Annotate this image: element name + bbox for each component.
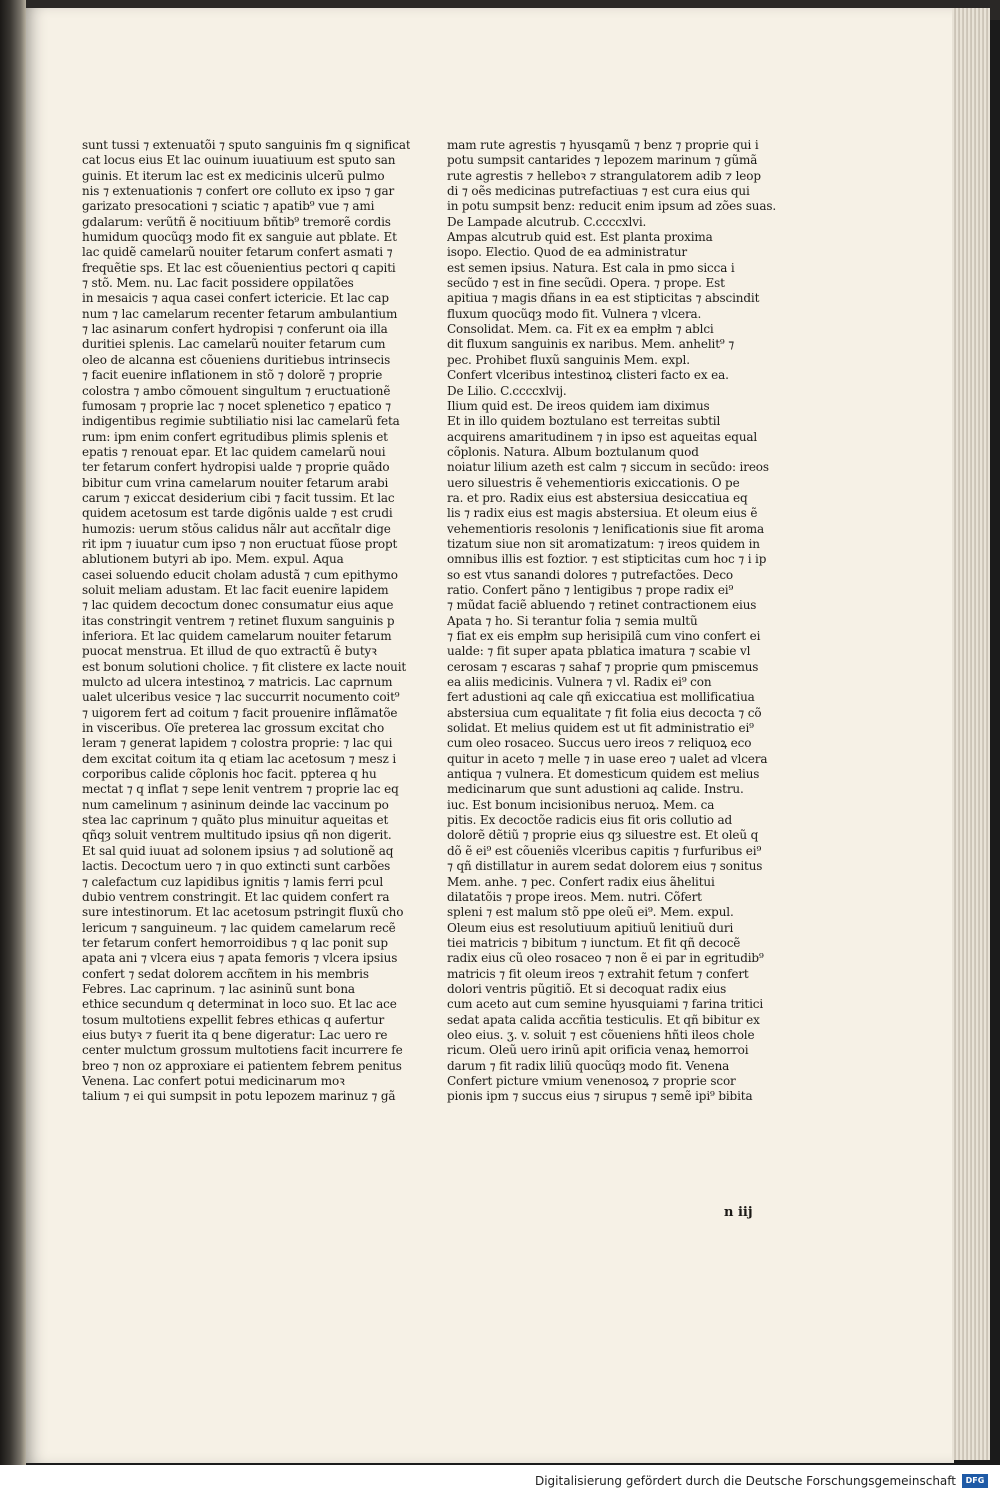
text-line: num camelinum ⁊ asininum deinde lac vaccinum po: [82, 797, 389, 812]
text-line: ualde: ⁊ fit super apata pblatica imatura ⁊ scabie vl: [447, 644, 751, 659]
text-line: tizatum siue non sit aromatizatum: ⁊ ireos quidem in: [447, 536, 760, 551]
text-line: puocat menstrua. Et illud de quo extractũ ẽ butyꝛ: [82, 644, 377, 659]
text-line: ⁊ calefactum cuz lapidibus ignitis ⁊ lamis ferri pcul: [82, 874, 384, 889]
text-line: vehementioris resolonis ⁊ lenificationis siue fit aroma: [447, 521, 764, 536]
text-line: dilatatõis ⁊ prope ireos. Mem. nutri. Cõfert: [447, 889, 702, 904]
text-line: Confert picture vmium venenosoꝝ ⁊ proprie scor: [447, 1073, 736, 1088]
text-line: inferiora. Et lac quidem camelarum nouiter fetarum: [82, 629, 392, 643]
text-line: dolorẽ dẽtiũ ⁊ proprie eius qȝ siluestre est. Et oleũ q: [447, 828, 759, 843]
text-line: Ilium quid est. De ireos quidem iam diximus: [447, 398, 710, 413]
text-line: lac quidẽ camelarũ nouiter fetarum confert asmati ⁊: [82, 245, 393, 260]
text-line: uero siluestris ẽ vehementioris exiccationis. O pe: [447, 475, 740, 490]
text-line: iuc. Est bonum incisionibus neruoꝝ. Mem. ca: [447, 797, 715, 812]
text-line: Venena. Lac confert potui medicinarum moꝛ: [82, 1073, 345, 1088]
text-line: omnibus illis est foztior. ⁊ est stipticitas cum hoc ⁊ i ip: [447, 552, 767, 567]
book-page: [24, 8, 954, 1463]
text-line: center mulctum grossum multotiens facit incurrere fe: [82, 1043, 403, 1058]
text-line: radix eius cũ oleo rosaceo ⁊ non ẽ ei par in egritudib⁹: [447, 951, 764, 966]
text-line: cum oleo rosaceo. Succus uero ireos ⁊ reliquoꝝ eco: [447, 736, 752, 751]
text-line: itas constringit ventrem ⁊ retinet fluxum sanguinis p: [82, 613, 395, 628]
text-line: eius butyꝛ ⁊ fuerit ita q bene digeratur: Lac uero re: [82, 1027, 388, 1042]
text-line: potu sumpsit cantarides ⁊ lepozem marinum ⁊ gũmã: [447, 153, 758, 168]
text-line: abstersiua cum equalitate ⁊ fit folia eius decocta ⁊ cõ: [447, 705, 762, 720]
text-line: bibitur cum vrina camelarum nouiter fetarum arabi: [82, 475, 389, 490]
text-line: mulcto ad ulcera intestinoꝝ ⁊ matricis. Lac caprnum: [82, 675, 393, 690]
text-line: gdalarum: verũtñ ẽ nocitiuum bñtib⁹ tremorẽ cordis: [82, 214, 391, 229]
text-line: confert ⁊ sedat dolorem accñtem in his membris: [82, 966, 369, 981]
text-line: ⁊ lac asinarum confert hydropisi ⁊ conferunt oia illa: [82, 322, 388, 337]
book-binding-shadow: [0, 0, 26, 1465]
text-line: Et sal quid iuuat ad solonem ipsius ⁊ ad solutionẽ aq: [82, 843, 394, 858]
text-line: ⁊ stõ. Mem. nu. Lac facit possidere oppilatões: [82, 276, 354, 291]
text-line: cerosam ⁊ escaras ⁊ sahaf ⁊ proprie qum pmiscemus: [447, 659, 759, 674]
text-line: ⁊ lac quidem decoctum donec consumatur eius aque: [82, 598, 394, 613]
credit-text: Digitalisierung gefördert durch die Deutsche Forschungsgemeinschaft: [534, 1474, 956, 1488]
text-line: in mesaicis ⁊ aqua casei confert ictericie. Et lac cap: [82, 291, 389, 306]
text-line: dit fluxum sanguinis ex naribus. Mem. anhelit⁹ ⁊: [447, 337, 735, 352]
text-line: mectat ⁊ q inflat ⁊ sepe lenit ventrem ⁊ proprie lac eq: [82, 782, 399, 797]
text-line: ea aliis medicinis. Vulnera ⁊ vl. Radix ei⁹ con: [447, 675, 712, 690]
text-line: in potu sumpsit benz: reducit enim ipsum ad zões suas.: [447, 199, 777, 214]
text-line: indigentibus regimie subtiliatio nisi lac camelarũ feta: [82, 414, 400, 429]
text-line: in visceribus. Oĩe preterea lac grossum excitat cho: [82, 721, 385, 736]
text-line: quitur in aceto ⁊ melle ⁊ in uase ereo ⁊ ualet ad vlcera: [447, 751, 768, 766]
text-line: oleo eius. ʒ. v. soluit ⁊ est cõueniens hñti ileos chole: [447, 1027, 755, 1042]
text-line: cõplonis. Natura. Album boztulanum quod: [447, 444, 699, 459]
text-line: Mem. anhe. ⁊ pec. Confert radix eius ãhelitui: [447, 874, 715, 889]
text-line: ualet ulceribus vesice ⁊ lac succurrit nocumento coit⁹: [82, 690, 400, 705]
text-line: solidat. Et melius quidem est ut fit administratio ei⁹: [447, 721, 754, 736]
text-line: epatis ⁊ renouat epar. Et lac quidem camelarũ noui: [82, 444, 386, 459]
text-line: soluit meliam adustam. Et lac facit euenire lapidem: [82, 582, 389, 597]
text-line: darum ⁊ fit radix liliũ quocũqȝ modo fit. Venena: [447, 1058, 730, 1073]
text-line: breo ⁊ non oz approxiare ei patientem febrem penitus: [82, 1058, 402, 1073]
text-line: colostra ⁊ ambo cõmouent singultum ⁊ eructuationẽ: [82, 383, 391, 398]
text-line: carum ⁊ exiccat desiderium cibi ⁊ facit tussim. Et lac: [82, 490, 395, 505]
signature-mark: n iij: [724, 1205, 753, 1220]
text-line: est semen ipsius. Natura. Est cala in pmo sicca i: [447, 260, 735, 275]
text-line: lactis. Decoctum uero ⁊ in quo extincti sunt carbões: [82, 859, 391, 874]
text-line: Ampas alcutrub quid est. Est planta proxima: [447, 230, 713, 245]
text-line: guinis. Et iterum lac est ex medicinis ulcerũ pulmo: [82, 168, 385, 183]
text-line: sure intestinorum. Et lac acetosum pstringit fluxũ cho: [82, 905, 404, 920]
text-line: di ⁊ oẽs medicinas putrefactiuas ⁊ est cura eius qui: [447, 184, 750, 199]
text-line: dem excitat coitum ita q etiam lac acetosum ⁊ mesz i: [82, 751, 397, 766]
text-line: rute agrestis ⁊ helleboꝛ ⁊ strangulatorem adib ⁊ leop: [447, 168, 761, 183]
text-line: ethice secundum q determinat in loco suo. Et lac ace: [82, 997, 397, 1012]
text-line: sedat apata calida accñtia testiculis. Et qñ bibitur ex: [447, 1012, 760, 1027]
text-line: fluxum quocũqȝ modo fit. Vulnera ⁊ vlcera.: [447, 306, 702, 321]
text-line: Oleum eius est resolutiuum apitiuũ lenitiuũ duri: [447, 920, 734, 935]
text-line: pionis ipm ⁊ succus eius ⁊ sirupus ⁊ semẽ ipi⁹ bibita: [447, 1089, 753, 1104]
text-line: ter fetarum confert hemorroidibus ⁊ q lac ponit sup: [82, 935, 388, 950]
text-line: ⁊ fiat ex eis empłm sup herisipilã cum vino confert ei: [447, 629, 761, 643]
text-line: est bonum solutioni cholice. ⁊ fit clistere ex lacte nouit: [82, 659, 407, 674]
text-line: De Lilio. C.ccccxlvij.: [447, 383, 567, 398]
text-line: De Lampade alcutrub. C.ccccxlvi.: [447, 214, 647, 229]
text-line: qñqȝ soluit ventrem multitudo ipsius qñ non digerit.: [82, 828, 392, 843]
text-line: lericum ⁊ sanguineum. ⁊ lac quidem camelarum recẽ: [82, 920, 396, 935]
text-line: dolori ventris pũgitiõ. Et si decoquat radix eius: [447, 981, 727, 996]
text-line: humozis: uerum stõus calidus nãlr aut accñtalr dige: [82, 521, 391, 536]
text-line: ⁊ mũdat faciẽ abluendo ⁊ retinet contractionem eius: [447, 598, 757, 613]
text-line: ⁊ facit euenire inflationem in stõ ⁊ dolorẽ ⁊ proprie: [82, 368, 383, 383]
text-line: ⁊ uigorem fert ad coitum ⁊ facit prouenire inflãmatõe: [82, 705, 398, 720]
text-line: so est vtus sanandi dolores ⁊ putrefactões. Deco: [447, 567, 734, 582]
text-line: leram ⁊ generat lapidem ⁊ colostra proprie: ⁊ lac qui: [82, 736, 393, 751]
text-line: oleo de alcanna est cõueniens duritiebus intrinsecis: [82, 352, 391, 367]
text-line: cum aceto aut cum semine hyusquiami ⁊ farina tritici: [447, 997, 764, 1012]
text-line: rum: ipm enim confert egritudibus plimis splenis et: [82, 429, 388, 444]
text-line: tosum multotiens expellit febres ethicas q aufertur: [82, 1012, 385, 1027]
text-line: ablutionem butyri ab ipo. Mem. expul. Aqua: [82, 552, 344, 567]
text-line: acquirens amaritudinem ⁊ in ipso est aqueitas equal: [447, 429, 758, 444]
dfg-logo-icon: DFG: [962, 1474, 988, 1488]
text-line: talium ⁊ ei qui sumpsit in potu lepozem marinuz ⁊ gã: [82, 1089, 396, 1104]
text-line: secũdo ⁊ est in fine secũdi. Opera. ⁊ prope. Est: [447, 276, 725, 291]
text-line: corporibus calide cõplonis hoc facit. ppterea q hu: [82, 767, 377, 782]
text-line: Confert vlceribus intestinoꝝ clisteri facto ex ea.: [447, 368, 729, 383]
text-line: noiatur lilium azeth est calm ⁊ siccum in secũdo: ireos: [447, 460, 769, 475]
text-line: ⁊ qñ distillatur in aurem sedat dolorem eius ⁊ sonitus: [447, 859, 763, 874]
text-line: antiqua ⁊ vulnera. Et domesticum quidem est melius: [447, 767, 760, 782]
text-line: dõ ẽ ei⁹ est cõueniẽs vlceribus capitis ⁊ furfuribus ei⁹: [447, 843, 762, 858]
text-line: casei soluendo educit cholam adustã ⁊ cum epithymo: [82, 567, 398, 582]
text-line: cat locus eius Et lac ouinum iuuatiuum est sputo san: [82, 153, 396, 168]
right-text-column: [447, 138, 780, 1105]
text-line: quidem acetosum est tarde digõnis ualde ⁊ est crudi: [82, 506, 393, 521]
text-line: isopo. Electio. Quod de ea administratur: [447, 245, 688, 260]
text-line: tiei matricis ⁊ bibitum ⁊ iunctum. Et fit qñ decocẽ: [447, 935, 741, 950]
page-stack-edges: [952, 8, 990, 1460]
text-line: rit ipm ⁊ iuuatur cum ipso ⁊ non eructuat fũose propt: [82, 536, 398, 551]
text-line: nis ⁊ extenuationis ⁊ confert ore colluto ex ipso ⁊ gar: [82, 184, 395, 199]
digitization-credit: [535, 1474, 988, 1488]
text-line: pec. Prohibet fluxũ sanguinis Mem. expl.: [447, 352, 690, 367]
text-line: Apata ⁊ ho. Si terantur folia ⁊ semia multũ: [447, 613, 698, 628]
text-line: garizato presocationi ⁊ sciatic ⁊ apatib⁹ vue ⁊ ami: [82, 199, 375, 214]
text-line: ricum. Oleũ uero irinũ apit orificia venaꝝ hemorroi: [447, 1043, 749, 1058]
text-line: spleni ⁊ est malum stõ ppe oleũ ei⁹. Mem. expul.: [447, 905, 734, 920]
text-line: duritiei splenis. Lac camelarũ nouiter fetarum cum: [82, 337, 386, 352]
text-line: apitiua ⁊ magis dñans in ea est stipticitas ⁊ abscindit: [447, 291, 760, 306]
text-line: ra. et pro. Radix eius est abstersiua desiccatiua eq: [447, 490, 748, 505]
text-line: pitis. Ex decoctõe radicis eius fit oris collutio ad: [447, 813, 733, 828]
text-line: Febres. Lac caprinum. ⁊ lac asininũ sunt bona: [82, 981, 355, 996]
text-line: fert adustioni aq cale qñ exiccatiua est mollificatiua: [447, 690, 755, 705]
text-line: Et in illo quidem boztulano est terreitas subtil: [447, 414, 721, 429]
text-line: fumosam ⁊ proprie lac ⁊ nocet splenetico ⁊ epatico ⁊: [82, 398, 391, 413]
text-line: sunt tussi ⁊ extenuatõi ⁊ sputo sanguinis fm q significat: [82, 138, 410, 152]
text-line: matricis ⁊ fit oleum ireos ⁊ extrahit fetum ⁊ confert: [447, 966, 749, 981]
text-line: mam rute agrestis ⁊ hyusqamũ ⁊ benz ⁊ proprie qui i: [447, 138, 759, 152]
text-line: num ⁊ lac camelarum recenter fetarum ambulantium: [82, 306, 398, 321]
text-line: lis ⁊ radix eius est magis abstersiua. Et oleum eius ẽ: [447, 506, 758, 521]
text-line: stea lac caprinum ⁊ quãto plus minuitur aqueitas et: [82, 813, 389, 828]
text-line: medicinarum que sunt adustioni aq calide. Instru.: [447, 782, 744, 797]
text-line: frequẽtie sps. Et lac est cõuenientius pectori q capiti: [82, 260, 396, 275]
left-text-column: [82, 138, 410, 1105]
text-line: apata ani ⁊ vlcera eius ⁊ apata femoris ⁊ vlcera ipsius: [82, 951, 398, 966]
text-line: ratio. Confert pãno ⁊ lentigibus ⁊ prope radix ei⁹: [447, 582, 734, 597]
text-line: humidum quocũqȝ modo fit ex sanguie aut pblate. Et: [82, 230, 397, 245]
text-line: ter fetarum confert hydropisi ualde ⁊ proprie quãdo: [82, 460, 390, 475]
text-line: Consolidat. Mem. ca. Fit ex ea empłm ⁊ ablci: [447, 322, 714, 337]
text-line: dubio ventrem constringit. Et lac quidem confert ra: [82, 889, 390, 904]
